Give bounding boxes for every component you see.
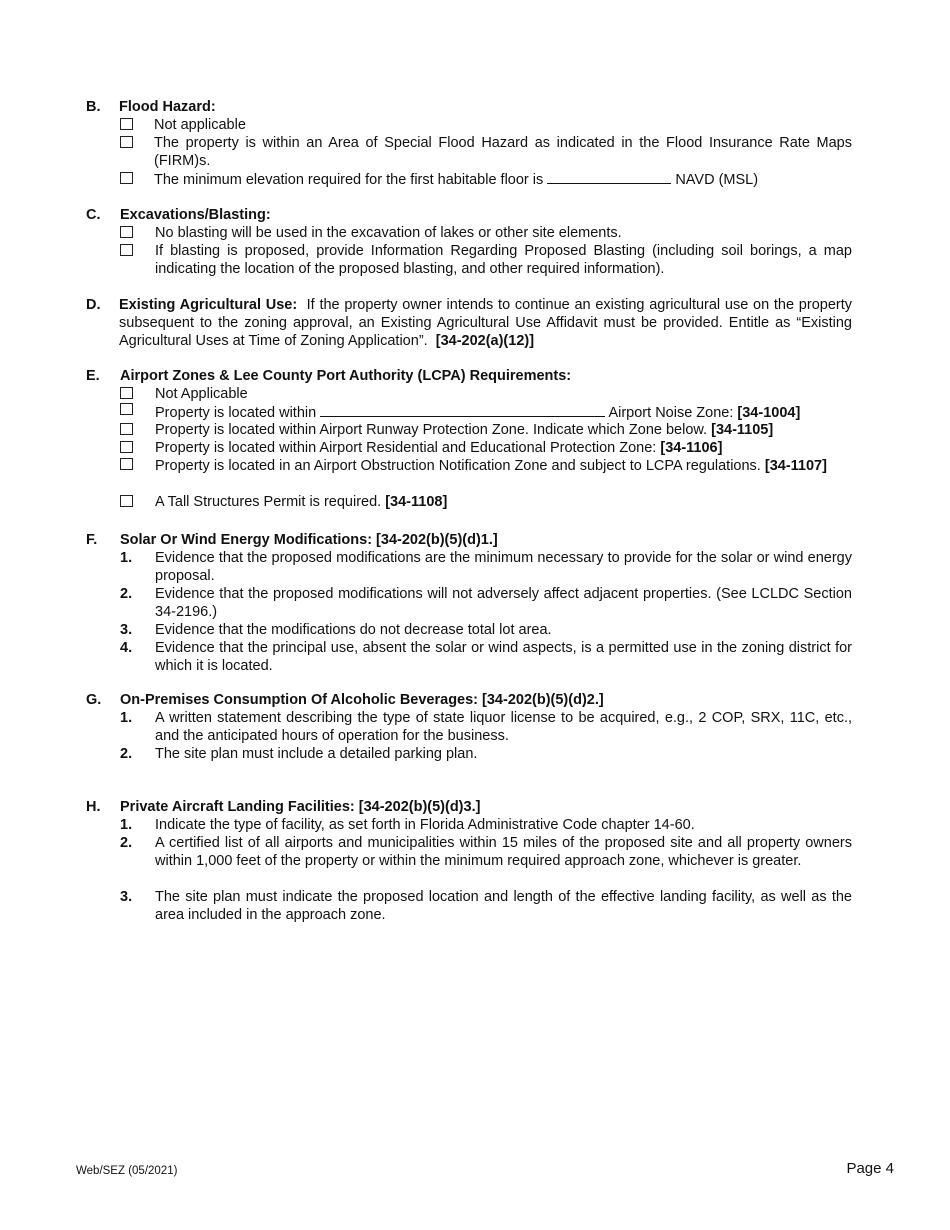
item-text: Property is located within Airport Residential and Educational Protection Zone:	[155, 440, 657, 456]
checkbox-label	[155, 403, 852, 422]
item-number: 2.	[120, 835, 133, 851]
checkbox[interactable]	[120, 244, 133, 256]
section-title: Flood Hazard:	[119, 99, 216, 115]
section-letter: D.	[86, 297, 101, 313]
section-h	[86, 798, 852, 926]
section-c	[86, 206, 852, 278]
checkbox[interactable]	[120, 495, 133, 507]
section-title: Airport Zones & Lee County Port Authority (LCPA) Requirements:	[120, 368, 572, 384]
checkbox-row	[120, 403, 852, 422]
section-b	[86, 98, 852, 190]
section-letter: E.	[86, 368, 100, 384]
section-paragraph	[119, 296, 852, 350]
checkbox[interactable]	[120, 458, 133, 470]
item-text: Evidence that the proposed modifications are the minimum necessary to provide for the solar or wind energy proposal.	[155, 550, 852, 584]
paragraph-text: If the property owner intends to continue an existing agricultural use on the property subsequent to the zoning approval, an Existing Agricultural Use Affidavit must be provided. Entitle as “Existing Agricultural Uses at Time of Zoning Application”.	[119, 297, 852, 349]
checkbox[interactable]	[120, 387, 133, 399]
section-title: Existing Agricultural Use:	[119, 297, 298, 313]
list-item	[120, 816, 852, 834]
item-number: 1.	[120, 817, 133, 833]
page-number: Page 4	[846, 1160, 894, 1177]
checkbox[interactable]	[120, 423, 133, 435]
checkbox[interactable]	[120, 403, 133, 415]
checkbox-label	[155, 421, 852, 439]
checkbox-label: Not Applicable	[155, 386, 248, 402]
code-reference: [34-1108]	[385, 494, 448, 510]
noise-zone-label: Airport Noise Zone:	[608, 405, 734, 421]
section-d	[86, 296, 852, 352]
item-number: 3.	[120, 889, 133, 905]
section-letter: B.	[86, 99, 101, 115]
section-e	[86, 367, 852, 517]
item-text: The site plan must include a detailed parking plan.	[155, 746, 478, 762]
checkbox[interactable]	[120, 172, 133, 184]
list-item	[120, 639, 852, 675]
code-reference: [34-1004]	[737, 405, 801, 421]
checkbox-row	[120, 224, 852, 242]
item-text: Evidence that the proposed modifications will not adversely affect adjacent properties. (See LCLDC Section 34-2196.)	[155, 586, 852, 620]
checkbox-label	[155, 493, 852, 511]
checkbox-row	[120, 116, 852, 134]
checkbox-label: No blasting will be used in the excavation of lakes or other site elements.	[155, 225, 622, 241]
item-number: 3.	[120, 622, 133, 638]
section-letter: F.	[86, 532, 98, 548]
item-text: Indicate the type of facility, as set forth in Florida Administrative Code chapter 14-60.	[155, 817, 695, 833]
checkbox-row	[120, 385, 852, 403]
checkbox-row	[120, 421, 852, 439]
checkbox-label	[154, 170, 852, 189]
elevation-text: The minimum elevation required for the first habitable floor is	[154, 172, 544, 188]
section-title: Private Aircraft Landing Facilities: [34-202(b)(5)(d)3.]	[120, 799, 481, 815]
item-number: 1.	[120, 550, 133, 566]
elevation-blank[interactable]	[547, 170, 671, 184]
code-reference: [34-1106]	[660, 440, 723, 456]
item-text: Property is located in an Airport Obstruction Notification Zone and subject to LCPA regulations.	[155, 458, 761, 474]
section-letter: C.	[86, 207, 101, 223]
form-version: Web/SEZ (05/2021)	[76, 1165, 178, 1177]
item-text: A certified list of all airports and municipalities within 15 miles of the proposed site and all property owners within 1,000 feet of the property or within the minimum required approach zone, whichever is greater.	[155, 835, 852, 869]
checkbox-row	[120, 134, 852, 170]
elevation-unit: NAVD (MSL)	[675, 172, 759, 188]
section-title: Excavations/Blasting:	[120, 207, 271, 223]
noise-zone-blank[interactable]	[320, 403, 605, 417]
checkbox-row	[120, 170, 852, 189]
item-number: 2.	[120, 746, 133, 762]
list-item	[120, 709, 852, 745]
checkbox-row	[120, 439, 852, 457]
checkbox-row	[120, 493, 852, 511]
checkbox-label: Not applicable	[154, 117, 246, 133]
noise-zone-text: Property is located within	[155, 405, 317, 421]
checkbox[interactable]	[120, 441, 133, 453]
list-item	[120, 621, 852, 639]
code-reference: [34-202(a)(12)]	[435, 333, 535, 349]
checkbox[interactable]	[120, 118, 133, 130]
checkbox[interactable]	[120, 226, 133, 238]
section-letter: G.	[86, 692, 102, 708]
item-number: 4.	[120, 640, 133, 656]
list-item	[120, 745, 852, 763]
section-letter: H.	[86, 799, 101, 815]
code-reference: [34-1105]	[711, 422, 774, 438]
list-item	[120, 585, 852, 621]
item-text: Evidence that the modifications do not decrease total lot area.	[155, 622, 552, 638]
checkbox-label	[155, 457, 852, 475]
checkbox-label: If blasting is proposed, provide Information Regarding Proposed Blasting (including soil borings, a map indicating the location of the proposed blasting, and other required information).	[155, 243, 852, 277]
checkbox-row	[120, 457, 852, 475]
item-text: Property is located within Airport Runway Protection Zone. Indicate which Zone below.	[155, 422, 708, 438]
section-title: On-Premises Consumption Of Alcoholic Beverages: [34-202(b)(5)(d)2.]	[120, 692, 604, 708]
list-item	[120, 549, 852, 585]
item-text: The site plan must indicate the proposed location and length of the effective landing facility, as well as the area included in the approach zone.	[155, 889, 852, 923]
list-item	[120, 888, 852, 924]
checkbox-label	[155, 439, 852, 457]
item-number: 2.	[120, 586, 133, 602]
item-text: Evidence that the principal use, absent the solar or wind aspects, is a permitted use in the zoning district for which it is located.	[155, 640, 852, 674]
checkbox-row	[120, 242, 852, 278]
item-text: A written statement describing the type of state liquor license to be acquired, e.g., 2 COP, SRX, 11C, etc., and the anticipated hours of operation for the business.	[155, 710, 852, 744]
checkbox-label: The property is within an Area of Special Flood Hazard as indicated in the Flood Insurance Rate Maps (FIRM)s.	[154, 135, 852, 169]
code-reference: [34-1107]	[764, 458, 827, 474]
item-number: 1.	[120, 710, 133, 726]
checkbox[interactable]	[120, 136, 133, 148]
section-f	[86, 531, 852, 675]
section-g	[86, 691, 852, 765]
list-item	[120, 834, 852, 870]
item-text: A Tall Structures Permit is required.	[155, 494, 382, 510]
section-title: Solar Or Wind Energy Modifications: [34-202(b)(5)(d)1.]	[120, 532, 498, 548]
